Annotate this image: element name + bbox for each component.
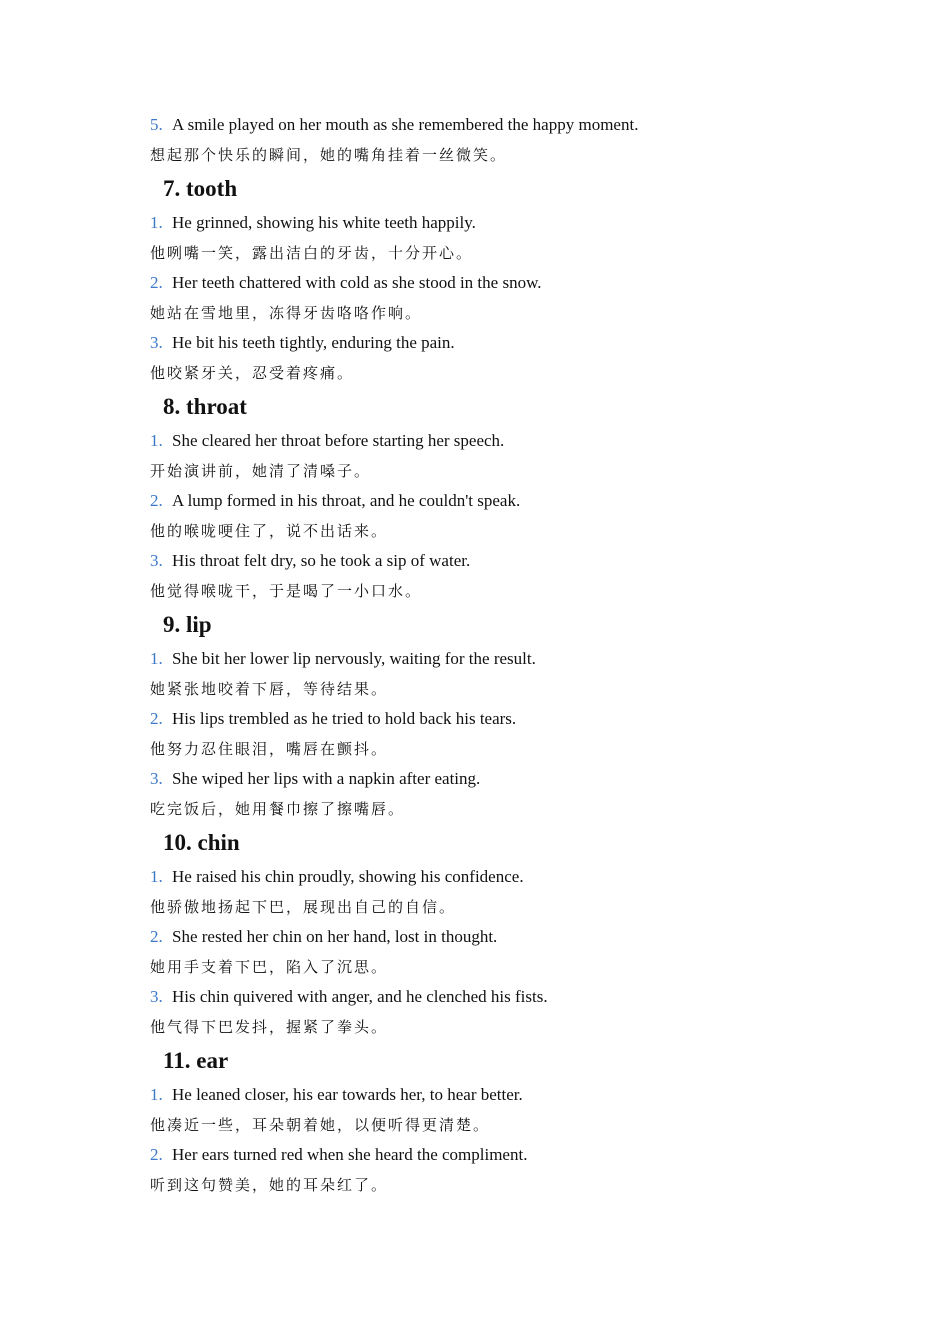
english-text: She cleared her throat before starting her speech.	[172, 431, 505, 450]
section-continued	[150, 114, 870, 166]
example-number: 1.	[150, 649, 163, 668]
example-sentence-en	[150, 212, 870, 234]
english-text: A smile played on her mouth as she remembered the happy moment.	[172, 115, 639, 134]
section-heading: 10. chin	[163, 830, 240, 855]
example-sentence-en	[150, 986, 870, 1008]
example-sentence-en	[150, 648, 870, 670]
english-text: She rested her chin on her hand, lost in thought.	[172, 927, 498, 946]
example-sentence-zh: 他的喉咙哽住了，说不出话来。	[150, 522, 389, 540]
section-chin	[150, 828, 870, 1038]
english-text: He leaned closer, his ear towards her, to hear better.	[172, 1085, 523, 1104]
english-text: Her teeth chattered with cold as she stood in the snow.	[172, 273, 542, 292]
section-heading: 9. lip	[163, 612, 212, 637]
example-sentence-en	[150, 866, 870, 888]
section-lip	[150, 610, 870, 820]
example-sentence-en	[150, 1084, 870, 1106]
example-number: 3.	[150, 987, 163, 1006]
example-sentence-zh: 想起那个快乐的瞬间，她的嘴角挂着一丝微笑。	[150, 146, 508, 164]
section-tooth	[150, 174, 870, 384]
example-sentence-en	[150, 1144, 870, 1166]
example-number: 1.	[150, 431, 163, 450]
example-sentence-en	[150, 926, 870, 948]
example-number: 1.	[150, 867, 163, 886]
example-number: 2.	[150, 273, 163, 292]
example-sentence-en	[150, 708, 870, 730]
example-sentence-zh: 吃完饭后，她用餐巾擦了擦嘴唇。	[150, 800, 406, 818]
example-sentence-zh: 他气得下巴发抖，握紧了拳头。	[150, 1018, 389, 1036]
section-heading: 8. throat	[163, 394, 247, 419]
example-sentence-en	[150, 768, 870, 790]
example-sentence-zh: 他凑近一些，耳朵朝着她，以便听得更清楚。	[150, 1116, 491, 1134]
section-heading: 11. ear	[163, 1048, 229, 1073]
english-text: He bit his teeth tightly, enduring the pain.	[172, 333, 455, 352]
example-number: 2.	[150, 927, 163, 946]
example-number: 5.	[150, 115, 163, 134]
example-sentence-zh: 她用手支着下巴，陷入了沉思。	[150, 958, 389, 976]
example-sentence-en	[150, 332, 870, 354]
example-number: 3.	[150, 333, 163, 352]
example-number: 2.	[150, 491, 163, 510]
example-sentence-zh: 他咬紧牙关，忍受着疼痛。	[150, 364, 355, 382]
section-heading: 7. tooth	[163, 176, 238, 201]
example-number: 2.	[150, 1145, 163, 1164]
english-text: She bit her lower lip nervously, waiting for the result.	[172, 649, 536, 668]
english-text: His chin quivered with anger, and he clenched his fists.	[172, 987, 548, 1006]
example-number: 1.	[150, 1085, 163, 1104]
example-sentence-zh: 他努力忍住眼泪，嘴唇在颤抖。	[150, 740, 389, 758]
english-text: A lump formed in his throat, and he couldn't speak.	[172, 491, 521, 510]
example-sentence-zh: 听到这句赞美，她的耳朵红了。	[150, 1176, 389, 1194]
example-sentence-en	[150, 490, 870, 512]
vocabulary-document	[150, 114, 870, 1204]
example-sentence-en	[150, 272, 870, 294]
english-text: His lips trembled as he tried to hold back his tears.	[172, 709, 517, 728]
example-sentence-zh: 他骄傲地扬起下巴，展现出自己的自信。	[150, 898, 457, 916]
example-sentence-zh: 她站在雪地里，冻得牙齿咯咯作响。	[150, 304, 423, 322]
example-sentence-en	[150, 114, 870, 136]
example-number: 3.	[150, 551, 163, 570]
example-sentence-en	[150, 550, 870, 572]
example-sentence-zh: 她紧张地咬着下唇，等待结果。	[150, 680, 389, 698]
example-sentence-zh: 他咧嘴一笑，露出洁白的牙齿，十分开心。	[150, 244, 474, 262]
section-throat	[150, 392, 870, 602]
example-sentence-zh: 他觉得喉咙干，于是喝了一小口水。	[150, 582, 423, 600]
example-sentence-zh: 开始演讲前，她清了清嗓子。	[150, 462, 372, 480]
english-text: He raised his chin proudly, showing his confidence.	[172, 867, 524, 886]
english-text: He grinned, showing his white teeth happily.	[172, 213, 476, 232]
example-number: 1.	[150, 213, 163, 232]
example-sentence-en	[150, 430, 870, 452]
example-number: 3.	[150, 769, 163, 788]
section-ear	[150, 1046, 870, 1196]
english-text: She wiped her lips with a napkin after eating.	[172, 769, 481, 788]
example-number: 2.	[150, 709, 163, 728]
english-text: Her ears turned red when she heard the compliment.	[172, 1145, 528, 1164]
english-text: His throat felt dry, so he took a sip of water.	[172, 551, 471, 570]
